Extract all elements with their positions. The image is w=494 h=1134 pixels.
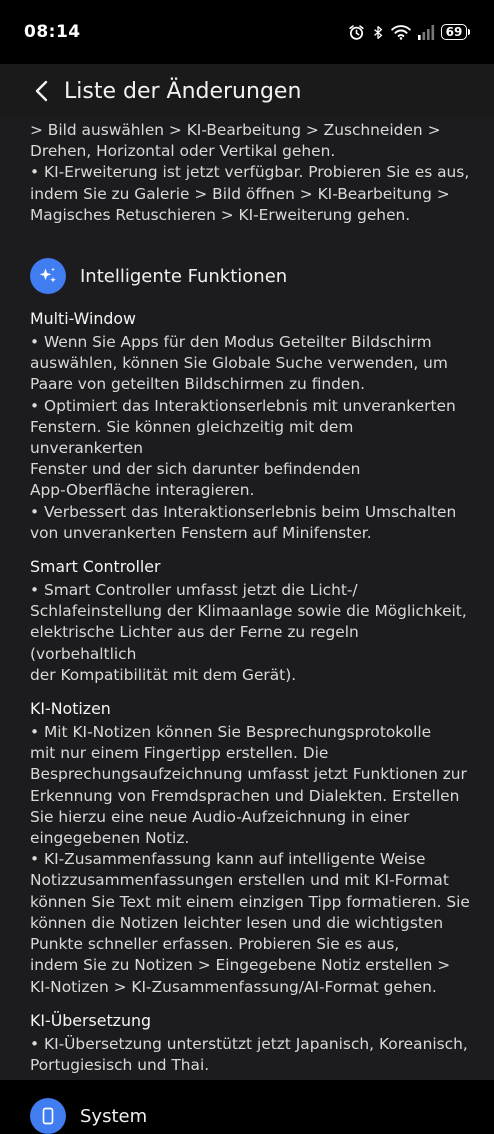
feature-block-multi-window bbox=[30, 308, 470, 544]
feature-title: KI-Notizen bbox=[30, 699, 111, 719]
feature-title: Multi-Window bbox=[30, 309, 136, 329]
battery-level: 69 bbox=[441, 24, 467, 40]
section-header bbox=[30, 258, 470, 294]
feature-block-ki-notizen bbox=[30, 698, 470, 998]
app-header bbox=[0, 64, 494, 118]
page-title: Liste der Änderungen bbox=[64, 78, 302, 104]
back-button[interactable] bbox=[28, 77, 56, 105]
feature-title: Smart Controller bbox=[30, 557, 161, 577]
signal-icon bbox=[417, 24, 435, 40]
feature-text: • Wenn Sie Apps für den Modus Geteilter Bildschirm auswählen, können Sie Globale Suche verwenden, um Paare von geteilten Bildschirmen zu finden. • Optimiert das Interaktionserlebnis mit unverankerten Fenstern. Sie können gleichzeitig mit dem unverankerten Fenster und der sich darunter befindenden App-Oberfläche interagieren. • Verbessert das Interaktionserlebnis beim Umschalten von unverankerten Fenstern auf Minifenster. bbox=[30, 333, 457, 542]
intro-text: > Bild auswählen > KI-Bearbeitung > Zuschneiden > Drehen, Horizontal oder Vertikal gehen. • KI-Erweiterung ist jetzt verfügbar. Probieren Sie es aus, indem Sie zu Galerie > Bild öffnen > KI-Bearbeitung > Magisches Retuschieren > KI-Erweiterung gehen. bbox=[30, 121, 470, 224]
section-title: Intelligente Funktionen bbox=[80, 265, 288, 287]
alarm-icon bbox=[348, 24, 365, 41]
status-bar bbox=[0, 0, 494, 64]
system-icon bbox=[30, 1098, 66, 1134]
feature-block-smart-controller bbox=[30, 556, 470, 686]
feature-block-ki-uebersetzung bbox=[30, 1010, 470, 1076]
feature-title: KI-Übersetzung bbox=[30, 1010, 152, 1030]
battery-icon bbox=[441, 24, 470, 40]
changelog-content[interactable] bbox=[0, 118, 494, 1127]
status-time: 08:14 bbox=[24, 22, 81, 42]
status-icons bbox=[348, 24, 470, 41]
feature-text: • Smart Controller umfasst jetzt die Licht-/ Schlafeinstellung der Klimaanlage sowie die Möglichkeit, elektrische Lichter aus der Ferne zu regeln (vorbehaltlich der Kompatibilität mit dem Gerät). bbox=[30, 581, 467, 684]
chevron-left-icon bbox=[34, 80, 50, 102]
wifi-icon bbox=[391, 24, 411, 40]
feature-text: • Mit KI-Notizen können Sie Besprechungsprotokolle mit nur einem Fingertipp erstellen. Die Besprechungsaufzeichnung umfasst jetzt Funktionen zur Erkennung von Fremdsprachen und Dialekten. Erstellen Sie hierzu eine neue Audio-Aufzeichnung in einer eingegebenen Notiz. • KI-Zusammenfassung kann auf intelligente Weise Notizzusammenfassungen erstellen und mit KI-Format können Sie Text mit einem einzigen Tipp formatieren. Sie können die Notizen leichter lesen und die wichtigsten Punkte schneller erfassen. Probieren Sie es aus, indem Sie zu Notizen > Eingegebene Notiz erstellen > KI-Notizen > KI-Zusammenfassung/AI-Format gehen. bbox=[30, 723, 470, 996]
bluetooth-icon bbox=[371, 24, 385, 41]
section-header-system bbox=[30, 1098, 470, 1134]
sparkle-icon bbox=[30, 258, 66, 294]
section-title-system: System bbox=[80, 1105, 148, 1127]
feature-text: • KI-Übersetzung unterstützt jetzt Japanisch, Koreanisch, Portugiesisch und Thai. bbox=[30, 1034, 468, 1074]
